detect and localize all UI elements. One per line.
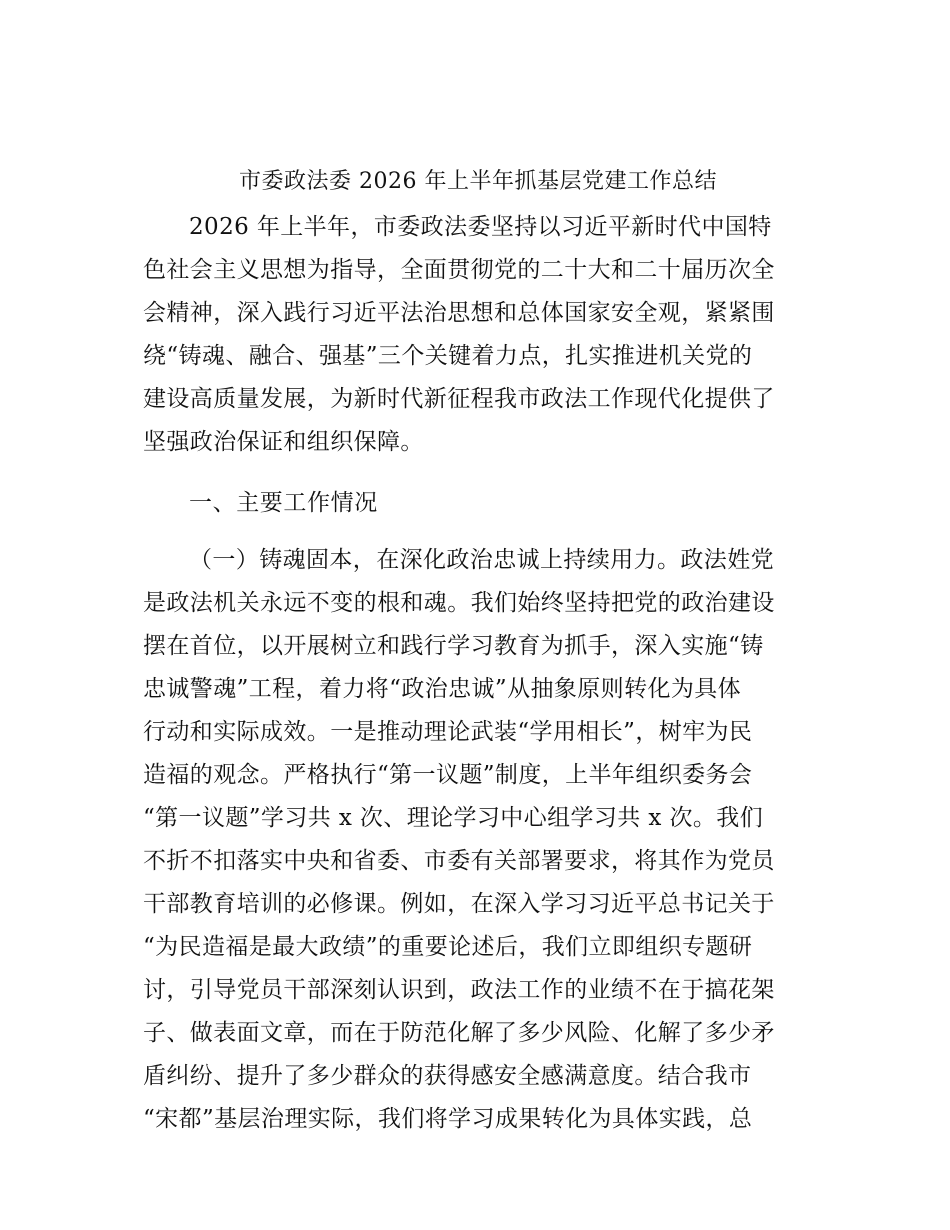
paragraph-line: 色社会主义思想为指导，全面贯彻党的二十大和二十届历次全 xyxy=(143,257,775,283)
paragraph-line: 造福的观念。严格执行“第一议题”制度，上半年组织委务会 xyxy=(143,762,753,788)
paragraph-line: 摆在首位，以开展树立和践行学习教育为抓手，深入实施“铸 xyxy=(143,633,764,659)
paragraph-line: 会精神，深入践行习近平法治思想和总体国家安全观，紧紧围 xyxy=(143,300,775,326)
paragraph-line: 讨，引导党员干部深刻认识到，政法工作的业绩不在于搞花架 xyxy=(143,977,775,1003)
paragraph-line: “为民造福是最大政绩”的重要论述后，我们立即组织专题研 xyxy=(143,934,753,960)
paragraph-line: “宋都”基层治理实际，我们将学习成果转化为具体实践，总 xyxy=(143,1106,753,1132)
paragraph-line: 子、做表面文章，而在于防范化解了多少风险、化解了多少矛 xyxy=(143,1020,775,1046)
paragraph-line: 2026 年上半年，市委政法委坚持以习近平新时代中国特 xyxy=(189,214,772,240)
section-heading: 一、主要工作情况 xyxy=(189,490,378,516)
paragraph-line: 盾纠纷、提升了多少群众的获得感安全感满意度。结合我市 xyxy=(143,1063,752,1089)
paragraph-line: 坚强政治保证和组织保障。 xyxy=(143,429,424,455)
paragraph-line: 干部教育培训的必修课。例如，在深入学习习近平总书记关于 xyxy=(143,891,775,917)
paragraph-line: 建设高质量发展，为新时代新征程我市政法工作现代化提供了 xyxy=(143,386,775,412)
paragraph-line: 是政法机关永远不变的根和魂。我们始终坚持把党的政治建设 xyxy=(143,590,775,616)
paragraph-line: 不折不扣落实中央和省委、市委有关部署要求，将其作为党员 xyxy=(143,848,775,874)
paragraph-line: 绕“铸魂、融合、强基”三个关键着力点，扎实推进机关党的 xyxy=(143,343,753,369)
paragraph-line: “第一议题”学习共 x 次、理论学习中心组学习共 x 次。我们 xyxy=(143,805,764,831)
paragraph-line: （一）铸魂固本，在深化政治忠诚上持续用力。政法姓党 xyxy=(189,547,774,573)
section-1-paragraph xyxy=(143,539,813,1141)
intro-paragraph xyxy=(143,206,813,464)
paragraph-line: 行动和实际成效。一是推动理论武装“学用相长”，树牢为民 xyxy=(143,719,753,745)
document-page xyxy=(143,160,813,1141)
document-title: 市委政法委 2026 年上半年抓基层党建工作总结 xyxy=(239,169,717,194)
paragraph-line: 忠诚警魂”工程，着力将“政治忠诚”从抽象原则转化为具体 xyxy=(143,676,742,702)
